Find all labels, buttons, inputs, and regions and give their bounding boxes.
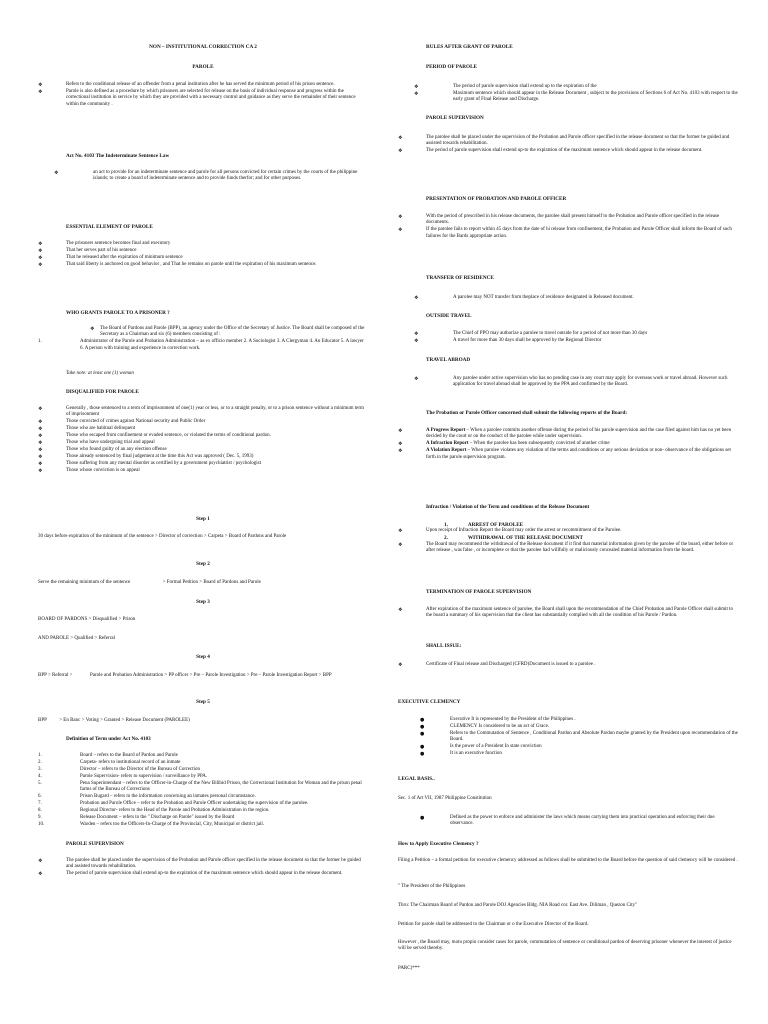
list-item: ❖ Those already sentenced by final judgement at the time this Act was approved ( Dec. 5, 1993) [38,453,254,460]
reports-heading: The Probation or Parole Officer concerned shall submit the following reports of the Board: [426,410,628,416]
list-item: ❖ Those convicted of crimes against National security and Public Order [38,419,206,426]
outside-heading: OUTSIDE TRAVEL [426,313,472,319]
list-item: 10. Warden – refers too the Officers-In-Charge of the Provincial, City, Municipal or district jail. [38,822,265,828]
step4-text: BPP > Referral > Parole and Probation Administration > PP officer > Pre – Parole Investigation > Pre – Parole Investigation Report > BPP [38,673,332,678]
disq-heading: DISQUALIFIED FOR PAROLE [66,389,139,395]
list-item: ❖ Upon receipt of Infraction Report the Board may order the arrest or recommitment of the Parolee. [398,528,622,535]
list-item: ❖ The period of parole supervision shall extend up-to the expiration of the maximum sentence which should appear in the release document. [398,148,703,155]
list-item: ❖ The parolee shall be placed under the supervision of the Probation and Parole officer specified in the release document so that the former be guided and assisted towards rehabilitation. [398,135,730,147]
list-item: ❖ With the period of prescribed in his release documents, the parolee shall present himself to the Probation and Parole officer specified in the release documents. [398,214,720,226]
period-heading: PERIOD OF PAROLE [426,64,478,70]
ps-heading-right: PAROLE SUPERVISION [426,115,484,121]
list-item: ❖ The parolee shall be placed under the supervision of the Probation and Parole officer specified in the release document so that the former be guided and assisted towards rehabilitation. [38,858,361,870]
step2-text: Serve the remaining minimum of the sentence > Formal Petition > Board of Pardons and Parole [38,580,261,585]
list-item: ❖ A parolee may NOT transfer from theplace of residence designated in Released document. [414,295,634,301]
step3-line1: BOARD OF PARDONS > Disqualified > Prison [38,617,136,622]
list-item: ❖ The period of parole supervision shall extend up-to the expiration of the maximum sentence which should appear in the release document. [38,871,343,878]
list-item: 2. Carpeta- refers to institutional record of an inmate [38,760,181,765]
parole-list [38,82,368,109]
transfer-list [398,295,738,302]
list-item: 7. Probation and Parole Office – refer to the Probation and Parole Officer undertaking the supervision of the parolee. [38,801,309,807]
step1-text: 30 days before expiration of the minimum of the sentence > Director of correction > Carpeta > Board of Pardons and Parole [38,534,287,539]
legal-text: Sec. 1 of Art VII, 1987 Philippine Constitution [398,796,492,801]
list-item: ❖ The Board may recommend the withdrawal of the Release document if it find that material information given by the parolee of the board, either before or after release , was false , or incomplete or that the parolee had willfully or maliciously concealed material information from the board. [398,541,734,554]
list-item: ❖ The Chief of PPO may authorize a parolee to travel outside for a period of not more than 30 days [414,331,648,337]
def-heading: Definition of Term under Act No. 4103 [66,736,151,742]
list-item: 4. Parole Supervision- refers to supervision / surveillance by PPA. [38,774,208,779]
exec-heading: EXECUTIVE CLEMENCY [398,699,461,705]
legal-list [398,815,738,828]
list-item: 9. Release Document – refers to the " Discharge on Parole" issued by the Board [38,815,235,821]
reports-list [398,428,738,462]
shall-issue-list [398,662,738,669]
list-item: ❖ If the parolee fails to report within 45 days from the date of hi release from confinement, the Probation and Parole Officer shall inform the Board of such failures for the Bards appropriate action. [398,227,732,239]
infraction-section [398,522,738,555]
parole-heading: PAROLE [192,64,214,70]
ps-list-right [398,135,738,155]
list-item: ❖ Those who found guilty of an any election offense [38,446,167,453]
rules-heading: RULES AFTER GRANT OF PAROLE [426,44,513,50]
withdrawal-heading: 2. WITHDRAWAL OF THE RELEASE DOCUMENT [444,535,583,542]
essential-list [38,241,368,269]
essential-heading: ESSENTIAL ELEMENT OF PAROLE [66,224,153,230]
list-item: ● Defined as the power to enforce and administer the laws which means carrying them into practical operation and enforcing their due observance. [420,815,715,827]
arrest-heading: 1. ARREST OF PAROLEE [444,522,524,528]
outside-list [398,331,738,345]
list-item: 1. Administrator of the Parole and Probation Administration – as ex officio member 2. A Sociologist 3. A Clergyman 4. An Educator 5. A lawyer 6. A person with training and experience in correction work. [38,339,364,351]
document-title: NON – INSTITUTIONAL CORRECTION CA 2 [149,44,257,50]
abroad-heading: TRAVEL ABROAD [426,357,471,363]
list-item: ❖ A travel for more than 30 days shall be approved by the Regional Director [414,337,602,344]
how-p3: Thru: The Chairman Board of Pardon and Parole DOJ Agencies Bldg. NIA Road cor. East Ave. Diliman , Quezon City" [398,903,638,908]
list-item: ● CLEMENCY Is considered to be an act of Grace. [420,723,550,730]
step3-line2: AND PAROLE > Qualified > Referral [38,636,115,641]
list-item: ❖ That he released after the expiration of minimum sentence [38,254,183,261]
list-item: ❖ The period of parole supervision shall extend up to the expiration of the [414,84,597,90]
list-item: ❖ A Infraction Report – When the parolee has been subsequently convicted of another crime [398,441,610,448]
act-heading: Act No. 4103 The Indeterminate Sentence Law [66,153,170,159]
termination-heading: TERMINATION OF PAROLE SUPERVISION [426,589,532,595]
list-item: ❖ The Board of Pardons and Parole (BPP), an agency under the Office of the Secretary of Justice. The Board shall be composed of the Secretary as a Chairman and six (6) members consisting of : [90,326,365,338]
disq-list [38,406,368,475]
step2-heading: Step 2 [196,561,210,567]
list-item: ❖ Those who have undergoing trial and appeal [38,440,155,447]
list-item: ❖ Generally , those sentenced to a term of imprisonment of one(1) year or less, or to a straight penalty, or to a prison sentence without a minimum term of imprisonment [38,406,364,418]
how-p2: " The President of the Philippines [398,884,466,889]
transfer-heading: TRANSFER OF RESIDENCE [426,275,494,281]
step4-heading: Step 4 [196,654,210,660]
exec-list [398,717,738,758]
list-item: ● Refers to the Commutation of Sentence , Conditional Pardon and Absolute Pardon maybe granted by the President upon recommendation of the Board. [420,730,738,743]
how-heading: How to Apply Executive Clemency ? [398,841,479,847]
list-item: ❖ The prisoners sentence becomes final and executory [38,241,171,247]
how-p5: However , the Board may, motu propio consider cases for parole, commutation of sentence or conditional pardon of deserving prisoner whenever the interest of justice will be served thereby. [398,940,732,952]
list-item: ❖ Those who escaped from confinement or evaded sentence, or violated the terms of conditional pardon. [38,433,271,440]
step5-heading: Step 5 [196,699,210,705]
list-item: ❖ Those who are habitual delinquent [38,426,136,433]
list-item: ❖ Certificate of Final release and Discharged (CFRD)Document is issued to a parolee . [398,662,596,668]
list-item: ❖ an act to provide for an indeterminate sentence and parole for all persons convicted for certain crimes by the courts of the philippine islands; to create a board of indeterminate sentence and to provide funds therfor; and for other purposes. [54,170,358,182]
list-item: ❖ After expiration of the maximum sentence of parolee, the Board shall upon the recommendation of the Chief Probation and Parole Officer shall submit to the board a summary of his supervision that the client has substantially complied with all the condition of his Parole / Pardon. [398,607,734,619]
list-item: ● It is an executive function [420,751,502,758]
list-item: 3. Director – refers to the Director of the Bureau of Correction [38,767,200,772]
list-item: ❖ Those whose conviction is on appeal [38,467,140,474]
list-item: ❖ Those suffering from any mental disorder as certified by a government psychiatrist / psychologist [38,460,261,467]
list-item: ❖ Parole is also defined as a procedure by which prisoners are selected for release on the basis of individual response and progress within the correctional institution in service by which they are provided with a necessary control and guidance as they serve the remainder of their sentence within the community . [38,88,356,107]
act-list [38,170,368,183]
list-item: 6. Prison Bugard – refers to the information concerning an inmates personal circumstance. [38,794,256,800]
ps-list-left [38,858,368,878]
presentation-heading: PRESENTATION OF PROBATION AND PAROLE OFFICER [426,196,567,202]
list-item: 8. Regional Director- refers to the Head of the Parole and Probation Administration in the region. [38,808,270,814]
list-item: ❖ That said liberty is anchored on good behavior , and That he remains on parole until the expiration of his maximum sentence. [38,261,317,268]
list-item: ❖ That her serves part of his sentence [38,247,137,254]
list-item: ❖ Refers to the conditional release of an offender from a penal institution after he has served the minimum period of his prison sentence. [38,82,335,88]
list-item: ❖ A Progress Report – When a parolee commits another offense during the period of his parole supervision and the case filed against him has no yet been decided by the court or on the conduct of the parolee while under supervision. [398,428,732,440]
step1-heading: Step 1 [196,516,210,522]
how-p1: Filing a Petition – a formal petition for executive clemency addressed as follows shall be submitted to the Board before the question of said clemency will be considered . [398,858,738,863]
infraction-heading: Infraction / Violation of the Term and conditions of the Release Document [426,504,590,510]
list-item: ● Executive It is represented by the President of the Philippines . [420,717,576,723]
abroad-list [398,376,738,389]
who-section [38,326,368,353]
how-p4: Petition for parole shall be addressed to the Chairman or o the Executive Director of the Board. [398,922,589,927]
step3-heading: Step 3 [196,599,210,605]
list-item: 1. Board – refers to the Board of Pardon and Parole [38,753,178,758]
take-note: Take note: at least one (1) woman [66,371,134,376]
list-item: ❖ Any parolee under active supervision who has no pending case in any court may apply for overseas work or travel abroad. However such application for travel abroad shall be approved by the PPA and confirmed by the Board. [414,376,728,388]
presentation-list [398,214,738,241]
list-item: ● Is the power of a President In state conviction [420,744,542,751]
legal-heading: LEGAL BASIS.. [398,776,435,782]
list-item: ❖ Maximum sentence which should appear in the Release Document , subject to the provisions of Sections 6 of Act No. 4103 with respect to the early grant of Final Release and Discharge. [414,90,738,103]
list-item: 5. Pena Superintendant – refers to the Officer-in-Charge of the New Bilibid Prison, the Correctional Institution for Woman and the prison penal farms of the Bureau of Corrections [38,781,362,793]
ps-heading-left: PAROLE SUPERVISION [66,841,124,847]
shall-issue-heading: SHALL ISSUE: [426,643,462,649]
step5-text: BPP > En Banc > Voting > Granted > Release Document (PAROLEE) [38,718,190,723]
list-item: ❖ A Violation Report – When parolee violates any violation of the terms and conditions or any serious deviation or non- observance of the obligations set forth in the parole supervision program. [398,448,731,460]
termination-list [398,607,738,620]
who-heading: WHO GRANTS PAROLE TO A PRISONER ? [66,310,170,316]
period-list [398,84,738,104]
def-list [38,753,368,829]
how-p6: PARC)*** [398,966,420,971]
